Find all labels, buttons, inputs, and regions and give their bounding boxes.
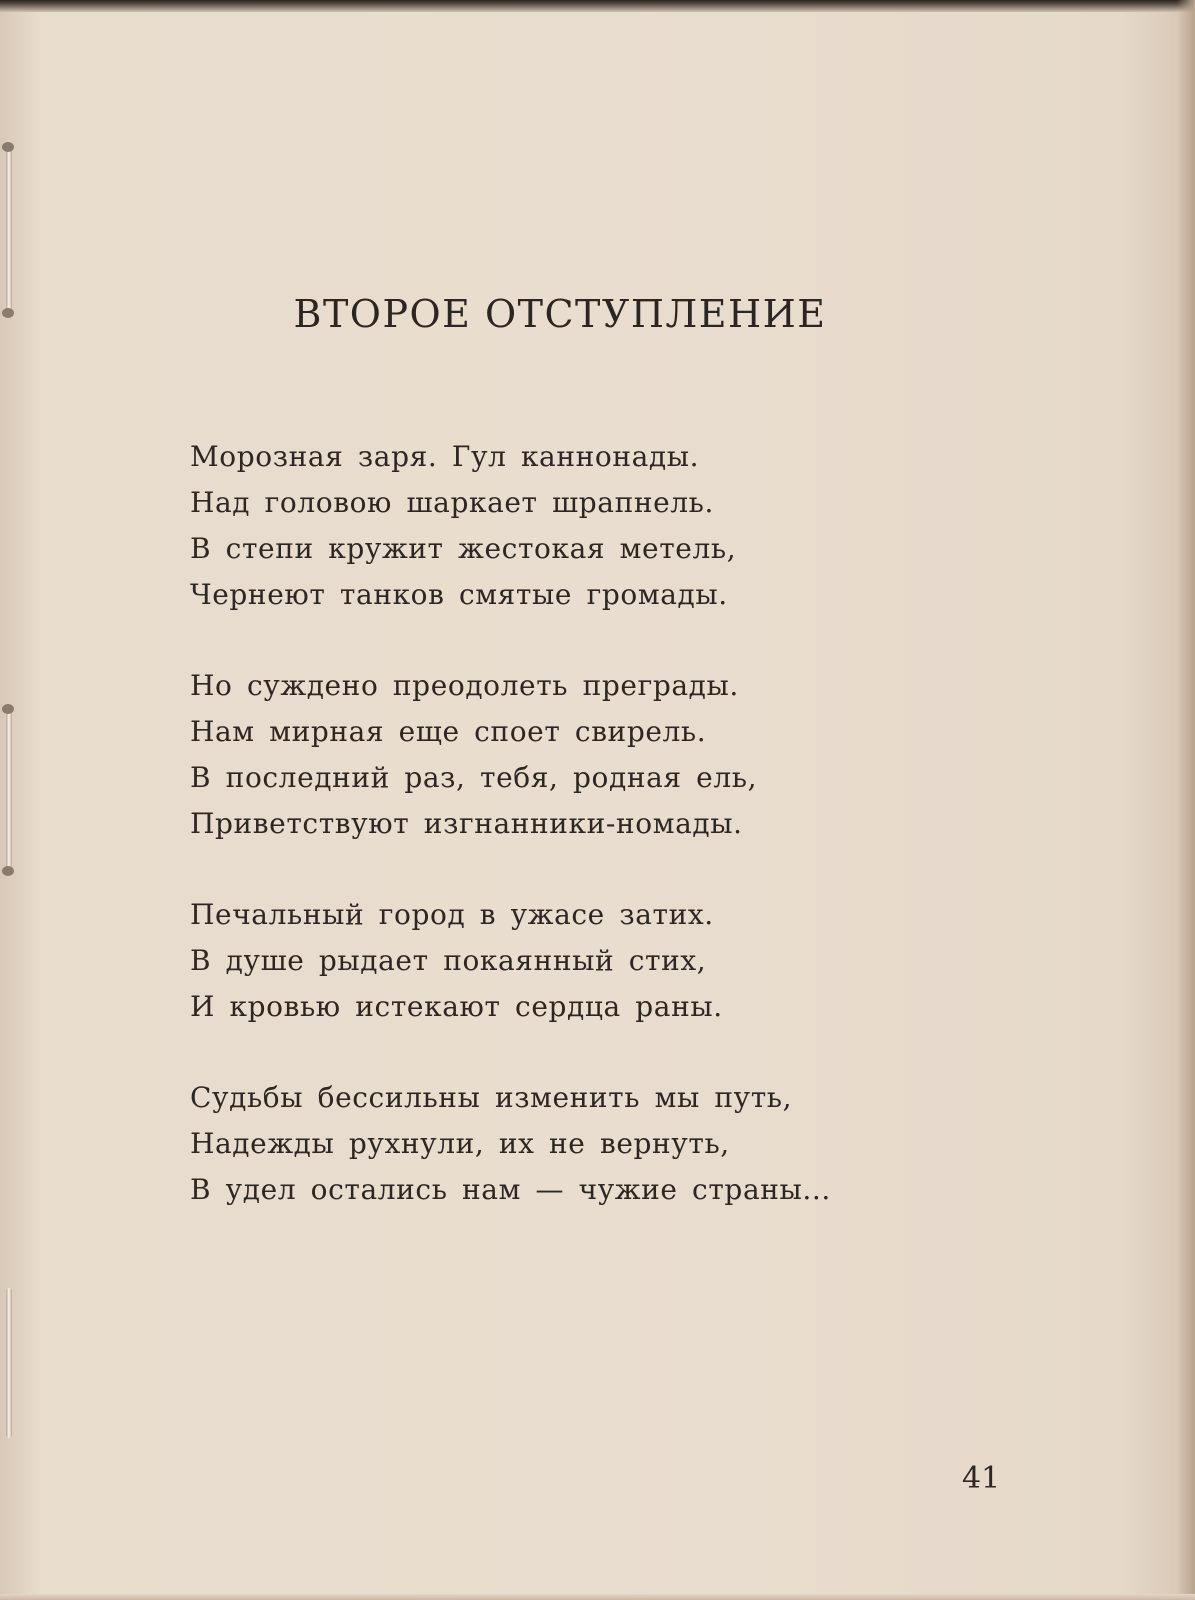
binding-knot	[2, 866, 14, 876]
page-number: 41	[962, 1461, 1001, 1496]
poem-line: Приветствуют изгнанники-номады.	[190, 807, 743, 840]
poem-line: И кровью истекают сердца раны.	[190, 990, 723, 1023]
page-top-edge	[0, 0, 1195, 12]
binding-thread	[6, 148, 12, 313]
poem-line: Надежды рухнули, их не вернуть,	[190, 1127, 730, 1160]
poem-line: Нам мирная еще споет свирель.	[190, 715, 707, 748]
stanza-3	[190, 892, 950, 1030]
page-right-edge	[1177, 0, 1195, 1600]
poem-line: Чернеют танков смятые громады.	[190, 578, 728, 611]
stanza-4	[190, 1075, 950, 1213]
binding-knot	[2, 142, 14, 152]
poem-line: В удел остались нам — чужие страны...	[190, 1173, 831, 1206]
stanza-1	[190, 434, 950, 618]
stanza-2	[190, 663, 950, 847]
poem-body	[190, 434, 950, 1258]
binding-thread	[6, 710, 12, 870]
poem-line: В последний раз, тебя, родная ель,	[190, 761, 758, 794]
poem-line: Судьбы бессильны изменить мы путь,	[190, 1081, 793, 1114]
poem-line: В степи кружит жестокая метель,	[190, 532, 737, 565]
poem-line: В душе рыдает покаянный стих,	[190, 944, 707, 977]
poem-title: ВТОРОЕ ОТСТУПЛЕНИЕ	[293, 292, 827, 336]
page-bottom-edge	[0, 1594, 1195, 1600]
poem-line: Морозная заря. Гул каннонады.	[190, 440, 700, 473]
binding-knot	[2, 704, 14, 714]
poem-line: Над головою шаркает шрапнель.	[190, 486, 714, 519]
poem-line: Но суждено преодолеть преграды.	[190, 669, 739, 702]
poem-line: Печальный город в ужасе затих.	[190, 898, 714, 931]
binding-thread	[6, 1288, 12, 1438]
